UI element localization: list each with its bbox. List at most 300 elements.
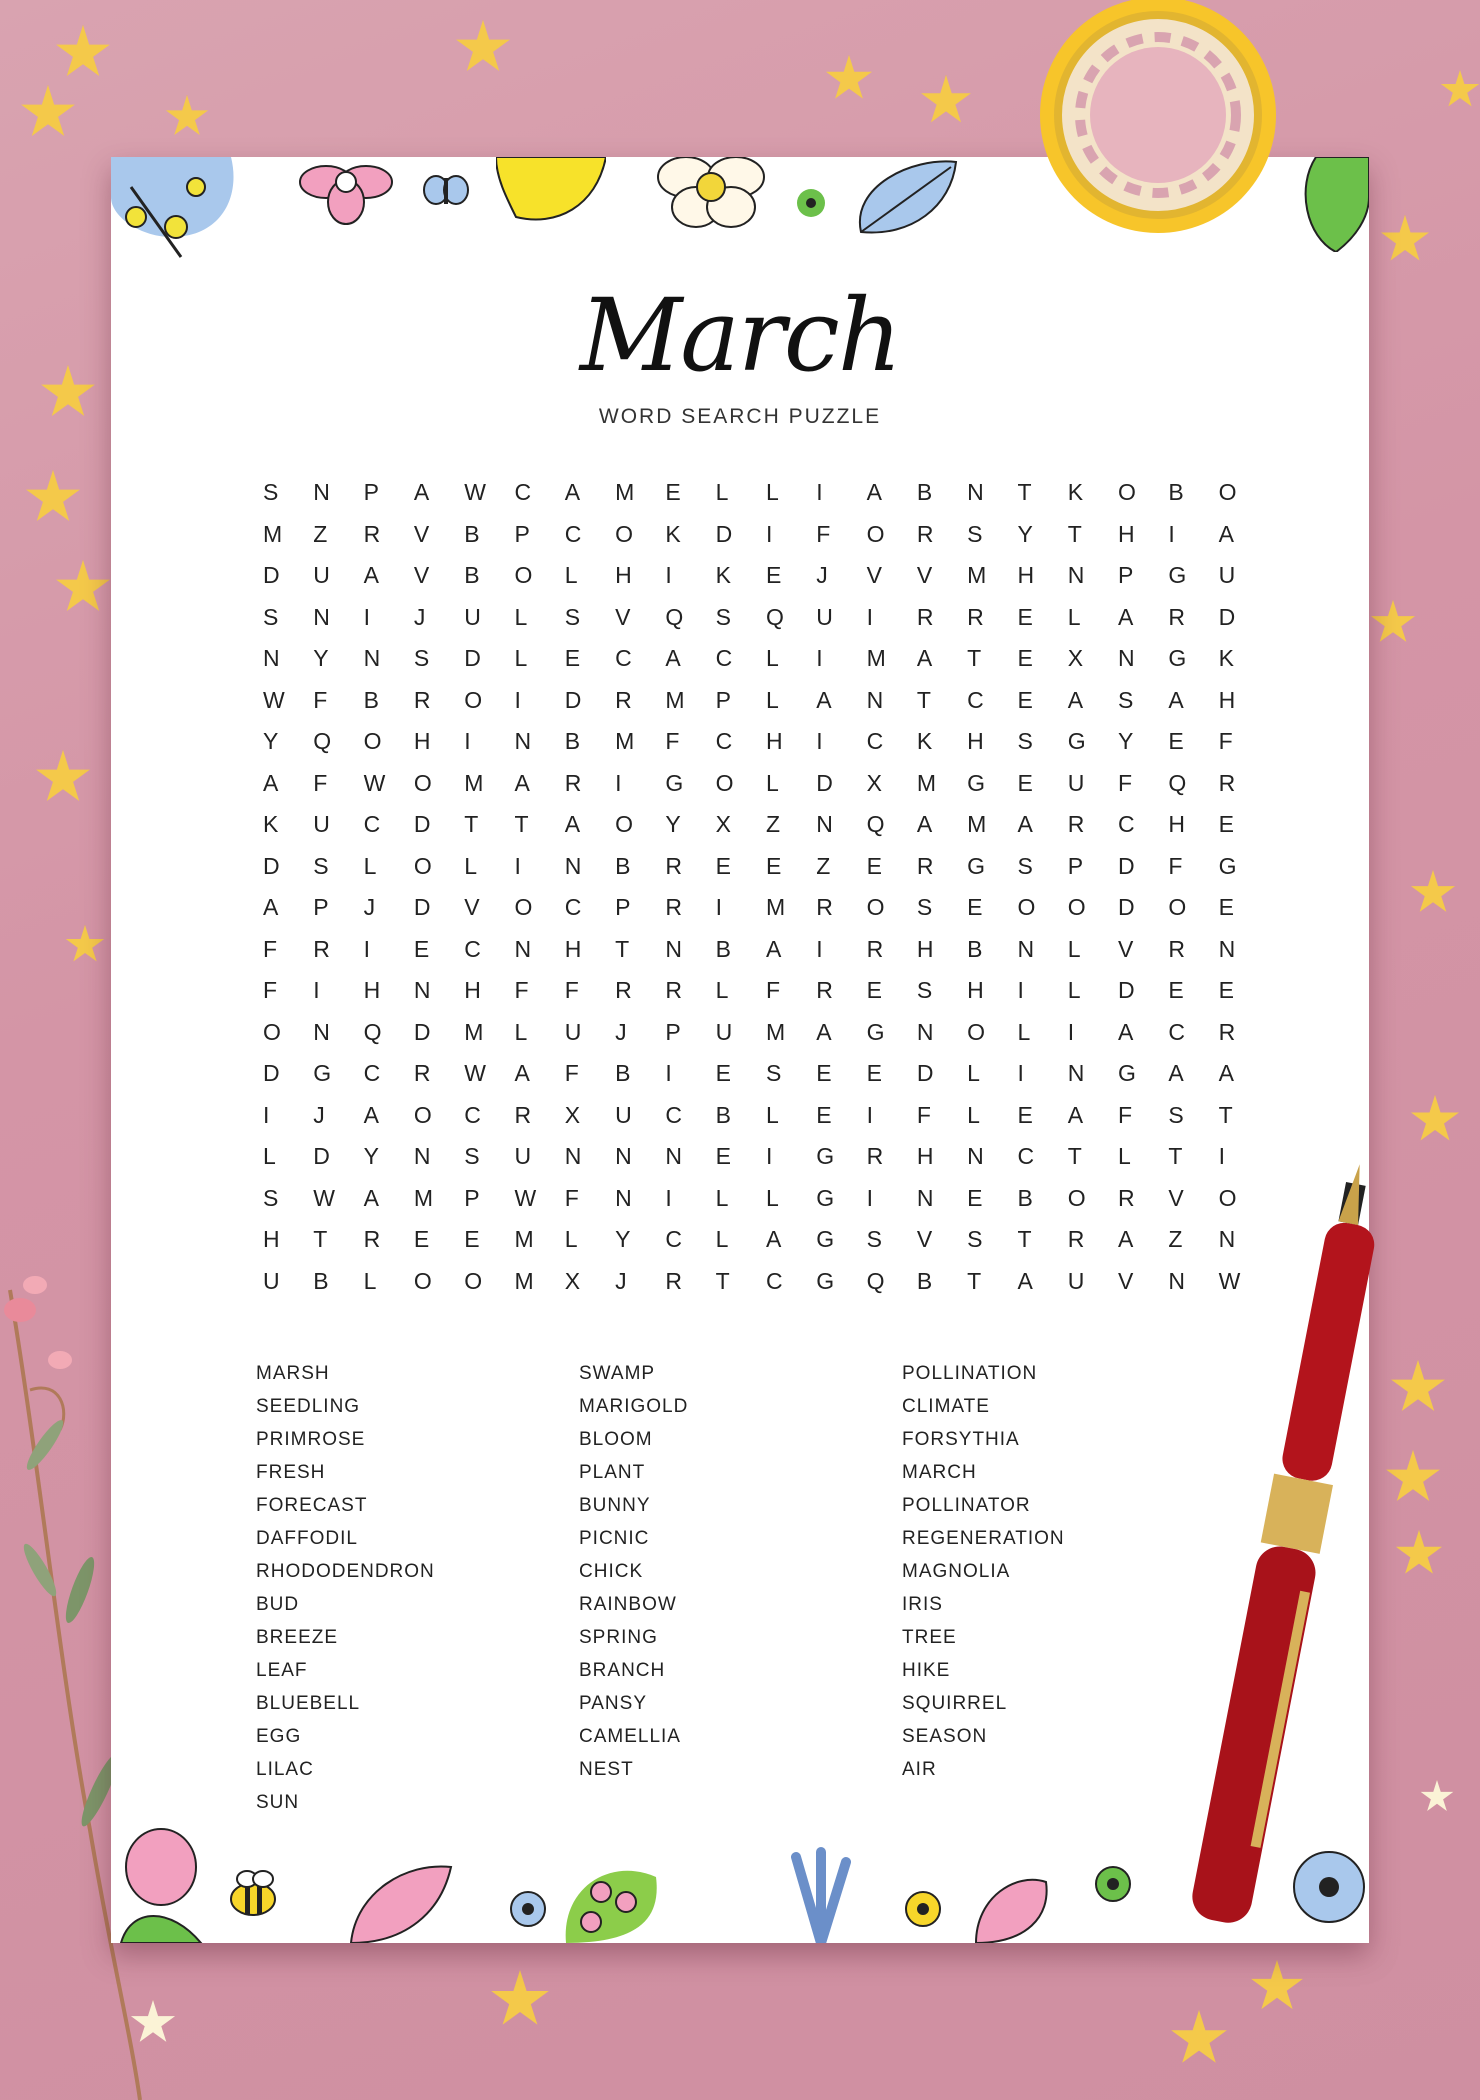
- grid-letter: R: [816, 977, 833, 1003]
- grid-letter: M: [514, 1226, 534, 1252]
- grid-letter: L: [765, 686, 779, 713]
- grid-letter: N: [816, 811, 833, 837]
- grid-letter: K: [715, 562, 732, 588]
- word-list-item: EGG: [256, 1726, 302, 1747]
- grid-letter: G: [866, 1018, 885, 1045]
- grid-letter: B: [967, 935, 983, 962]
- word-list-item: IRIS: [902, 1594, 943, 1615]
- grid-letter: N: [564, 1143, 582, 1169]
- grid-letter: N: [967, 479, 984, 505]
- word-list-item: LEAF: [256, 1660, 308, 1681]
- grid-letter: U: [464, 603, 481, 630]
- grid-letter: S: [564, 603, 581, 630]
- grid-letter: O: [715, 769, 734, 796]
- grid-letter: I: [665, 1184, 672, 1211]
- grid-letter: A: [1118, 1018, 1134, 1045]
- grid-letter: T: [615, 935, 630, 962]
- grid-letter: N: [564, 852, 582, 879]
- grid-letter: N: [413, 1143, 431, 1169]
- grid-letter: E: [464, 1226, 480, 1252]
- grid-letter: S: [1118, 686, 1134, 713]
- grid-letter: C: [665, 1101, 682, 1128]
- grid-letter: D: [1118, 852, 1135, 879]
- grid-letter: P: [1067, 852, 1084, 879]
- grid-letter: O: [615, 520, 633, 547]
- grid-letter: W: [514, 1184, 537, 1211]
- grid-letter: O: [615, 811, 633, 837]
- star-icon: [65, 925, 105, 965]
- grid-letter: G: [967, 852, 986, 879]
- grid-letter: V: [413, 562, 430, 588]
- grid-letter: M: [665, 686, 685, 713]
- grid-letter: Y: [313, 645, 329, 671]
- star-icon: [490, 1970, 550, 2030]
- grid-letter: R: [615, 977, 632, 1003]
- grid-letter: D: [715, 520, 733, 547]
- flower-icon: [901, 1887, 945, 1931]
- grid-letter: G: [816, 1184, 835, 1211]
- grid-letter: F: [313, 686, 328, 713]
- grid-letter: A: [413, 479, 430, 505]
- grid-letter: A: [363, 562, 379, 588]
- word-list-item: SUN: [256, 1792, 300, 1813]
- grid-letter: T: [1017, 479, 1032, 505]
- grid-letter: H: [564, 935, 582, 962]
- grid-letter: P: [1118, 562, 1134, 588]
- grid-letter: B: [615, 1060, 631, 1086]
- star-icon: [1420, 1780, 1454, 1814]
- grid-letter: D: [816, 769, 833, 796]
- grid-letter: H: [363, 977, 381, 1003]
- flower-icon: [793, 185, 829, 221]
- grid-letter: L: [263, 1143, 276, 1169]
- grid-letter: B: [464, 562, 480, 588]
- word-list-item: AIR: [902, 1759, 937, 1780]
- grid-letter: X: [866, 769, 882, 796]
- grid-letter: A: [765, 935, 782, 962]
- grid-letter: Q: [363, 1018, 382, 1045]
- grid-letter: X: [1067, 645, 1084, 671]
- grid-letter: I: [363, 935, 370, 962]
- word-list-item: FORSYTHIA: [902, 1429, 1020, 1450]
- word-list-item: BLOOM: [579, 1429, 653, 1450]
- grid-letter: R: [866, 1143, 884, 1169]
- grid-letter: E: [816, 1101, 832, 1128]
- grid-letter: N: [1118, 645, 1135, 671]
- grid-letter: B: [916, 1267, 933, 1294]
- star-icon: [55, 25, 111, 81]
- grid-letter: E: [1017, 603, 1033, 630]
- word-list-item: SEASON: [902, 1726, 988, 1747]
- grid-letter: F: [765, 977, 781, 1003]
- word-list-item: BLUEBELL: [256, 1693, 361, 1714]
- grid-letter: P: [615, 894, 631, 920]
- grid-letter: A: [1118, 1226, 1134, 1252]
- grid-letter: Q: [665, 603, 684, 630]
- grid-letter: D: [1218, 603, 1236, 630]
- star-icon: [1440, 70, 1480, 110]
- grid-letter: A: [564, 811, 581, 837]
- grid-letter: G: [816, 1267, 835, 1294]
- grid-letter: U: [564, 1018, 582, 1045]
- star-icon: [825, 55, 873, 103]
- grid-letter: E: [1168, 728, 1184, 754]
- grid-letter: P: [464, 1184, 480, 1211]
- grid-letter: U: [263, 1267, 280, 1294]
- grid-letter: Y: [615, 1226, 631, 1252]
- grid-letter: O: [866, 520, 885, 547]
- grid-letter: R: [1118, 1184, 1135, 1211]
- grid-letter: Y: [1118, 728, 1134, 754]
- grid-letter: M: [464, 769, 484, 796]
- star-icon: [1250, 1960, 1304, 2014]
- grid-letter: I: [313, 977, 320, 1003]
- grid-letter: S: [916, 894, 933, 920]
- grid-letter: A: [514, 1060, 530, 1086]
- grid-letter: E: [967, 894, 983, 920]
- grid-letter: O: [1118, 479, 1136, 505]
- grid-letter: N: [916, 1184, 934, 1211]
- grid-letter: F: [916, 1101, 931, 1128]
- grid-letter: E: [816, 1060, 832, 1086]
- grid-letter: N: [615, 1184, 632, 1211]
- word-list-item: SEEDLING: [256, 1396, 361, 1417]
- word-list-item: CAMELLIA: [579, 1726, 681, 1747]
- grid-letter: O: [866, 894, 885, 920]
- word-list-item: RAINBOW: [579, 1594, 677, 1615]
- grid-letter: O: [464, 686, 483, 713]
- grid-letter: Z: [313, 520, 328, 547]
- grid-letter: N: [363, 645, 381, 671]
- word-list-item: POLLINATION: [902, 1363, 1038, 1384]
- grid-letter: R: [615, 686, 632, 713]
- grid-letter: R: [916, 852, 934, 879]
- grid-letter: O: [1017, 894, 1036, 920]
- grid-letter: M: [615, 728, 635, 754]
- grid-letter: I: [866, 1101, 873, 1128]
- grid-letter: C: [363, 811, 381, 837]
- grid-letter: E: [1168, 977, 1184, 1003]
- grid-letter: U: [715, 1018, 733, 1045]
- grid-letter: D: [564, 686, 582, 713]
- grid-letter: C: [967, 686, 984, 713]
- grid-letter: A: [866, 479, 882, 505]
- grid-letter: C: [866, 728, 884, 754]
- flower-icon: [651, 157, 771, 232]
- grid-letter: A: [564, 479, 581, 505]
- grid-letter: D: [413, 894, 431, 920]
- grid-letter: U: [1067, 769, 1085, 796]
- grid-letter: P: [514, 520, 530, 547]
- word-column: [579, 1357, 902, 1819]
- grid-letter: O: [1067, 894, 1086, 920]
- grid-letter: U: [313, 811, 330, 837]
- word-list-item: BUNNY: [579, 1495, 651, 1516]
- grid-letter: N: [514, 728, 532, 754]
- grid-letter: X: [564, 1101, 581, 1128]
- grid-letter: X: [715, 811, 732, 837]
- grid-letter: S: [263, 603, 279, 630]
- grid-letter: R: [665, 977, 682, 1003]
- flower-icon: [506, 1887, 550, 1931]
- word-list-item: CLIMATE: [902, 1396, 990, 1417]
- grid-letter: O: [1067, 1184, 1086, 1211]
- word-list-item: DAFFODIL: [256, 1528, 358, 1549]
- star-icon: [55, 560, 111, 616]
- grid-letter: F: [564, 1060, 579, 1086]
- grid-letter: C: [514, 479, 532, 505]
- grid-letter: T: [967, 645, 982, 671]
- grid-letter: H: [916, 935, 934, 962]
- grid-letter: C: [464, 1101, 481, 1128]
- grid-letter: L: [715, 1226, 729, 1252]
- word-list-item: MARIGOLD: [579, 1396, 689, 1417]
- grid-letter: S: [967, 1226, 983, 1252]
- grid-letter: C: [1118, 811, 1135, 837]
- grid-letter: R: [363, 1226, 381, 1252]
- grid-letter: O: [514, 894, 533, 920]
- grid-letter: M: [916, 769, 937, 796]
- grid-letter: F: [313, 769, 328, 796]
- grid-letter: T: [715, 1267, 730, 1294]
- grid-letter: B: [715, 1101, 732, 1128]
- grid-letter: B: [564, 728, 581, 754]
- grid-letter: S: [313, 852, 329, 879]
- word-list-item: SQUIRREL: [902, 1693, 1008, 1714]
- grid-letter: L: [514, 1018, 528, 1045]
- star-icon: [1410, 1095, 1460, 1145]
- grid-letter: L: [564, 562, 578, 588]
- grid-letter: N: [916, 1018, 934, 1045]
- grid-letter: J: [313, 1101, 325, 1128]
- grid-letter: H: [263, 1226, 280, 1252]
- grid-letter: N: [413, 977, 431, 1003]
- grid-letter: H: [1218, 686, 1236, 713]
- grid-letter: P: [363, 479, 379, 505]
- grid-letter: G: [1168, 562, 1187, 588]
- grid-letter: D: [263, 1060, 280, 1086]
- grid-letter: E: [715, 852, 732, 879]
- star-icon: [1370, 600, 1416, 646]
- grid-letter: C: [564, 520, 582, 547]
- pen-icon: [1180, 1160, 1420, 1940]
- grid-letter: O: [1168, 894, 1187, 920]
- grid-letter: C: [464, 935, 481, 962]
- grid-letter: E: [866, 977, 882, 1003]
- word-list: [256, 1357, 1256, 1819]
- grid-letter: L: [765, 645, 779, 671]
- grid-letter: B: [1168, 479, 1184, 505]
- grid-letter: I: [816, 935, 823, 962]
- grid-letter: L: [564, 1226, 578, 1252]
- bee-icon: [221, 1867, 286, 1922]
- grid-letter: C: [1017, 1143, 1035, 1169]
- grid-letter: V: [916, 1226, 933, 1252]
- grid-letter: N: [1218, 1226, 1236, 1252]
- grid-letter: E: [715, 1060, 732, 1086]
- grid-letter: W: [263, 686, 285, 713]
- grid-letter: R: [413, 686, 431, 713]
- grid-letter: N: [1067, 562, 1085, 588]
- grid-letter: N: [263, 645, 280, 671]
- grid-letter: Y: [665, 811, 681, 837]
- grid-letter: R: [1218, 1018, 1236, 1045]
- letter-grid: [261, 472, 1261, 1302]
- grid-letter: E: [1218, 811, 1234, 837]
- grid-letter: I: [1168, 520, 1175, 547]
- grid-letter: R: [1067, 1226, 1085, 1252]
- grid-letter: L: [514, 603, 528, 630]
- grid-letter: I: [816, 645, 823, 671]
- grid-letter: D: [464, 645, 481, 671]
- grid-letter: B: [464, 520, 480, 547]
- grid-letter: T: [1067, 1143, 1082, 1169]
- grid-letter: B: [313, 1267, 329, 1294]
- grid-letter: G: [665, 769, 684, 796]
- grid-letter: F: [1118, 769, 1133, 796]
- grid-letter: L: [967, 1101, 980, 1128]
- grid-letter: W: [313, 1184, 336, 1211]
- grid-letter: I: [665, 1060, 672, 1086]
- grid-letter: C: [665, 1226, 682, 1252]
- grid-letter: Y: [263, 728, 279, 754]
- grid-letter: I: [816, 479, 823, 505]
- grid-letter: A: [1168, 1060, 1184, 1086]
- grid-letter: W: [1218, 1267, 1241, 1294]
- grid-letter: J: [816, 562, 828, 588]
- grid-letter: E: [967, 1184, 983, 1211]
- grid-letter: I: [765, 520, 773, 547]
- grid-letter: A: [363, 1184, 379, 1211]
- grid-letter: A: [263, 769, 279, 796]
- grid-letter: F: [263, 977, 278, 1003]
- word-list-item: PICNIC: [579, 1528, 650, 1549]
- grid-letter: A: [1067, 1101, 1084, 1128]
- grid-letter: S: [715, 603, 732, 630]
- word-list-item: BREEZE: [256, 1627, 339, 1648]
- grid-letter: W: [363, 769, 386, 796]
- word-list-item: MAGNOLIA: [902, 1561, 1011, 1582]
- grid-letter: K: [1067, 479, 1084, 505]
- grid-letter: M: [263, 520, 283, 547]
- grid-letter: E: [1218, 894, 1234, 920]
- star-icon: [20, 85, 76, 141]
- grid-letter: V: [916, 562, 933, 588]
- grid-letter: D: [313, 1143, 330, 1169]
- grid-letter: E: [765, 562, 782, 588]
- word-list-item: SPRING: [579, 1627, 658, 1648]
- grid-letter: H: [916, 1143, 934, 1169]
- grid-letter: M: [765, 1018, 786, 1045]
- word-list-item: MARSH: [256, 1363, 330, 1384]
- grid-letter: R: [665, 1267, 682, 1294]
- grid-letter: L: [1067, 935, 1081, 962]
- grid-letter: Z: [1168, 1226, 1183, 1252]
- grid-letter: L: [1067, 977, 1081, 1003]
- grid-letter: F: [1118, 1101, 1133, 1128]
- grid-letter: J: [363, 894, 376, 920]
- grid-letter: I: [464, 728, 471, 754]
- grid-letter: P: [313, 894, 329, 920]
- grid-letter: M: [866, 645, 886, 671]
- grid-letter: E: [1017, 769, 1033, 796]
- grid-letter: N: [1168, 1267, 1185, 1294]
- grid-letter: L: [363, 1267, 377, 1294]
- grid-letter: C: [564, 894, 582, 920]
- grid-letter: H: [967, 728, 984, 754]
- grid-letter: T: [313, 1226, 328, 1252]
- grid-letter: E: [1017, 1101, 1033, 1128]
- grid-letter: I: [615, 769, 622, 796]
- grid-letter: H: [967, 977, 984, 1003]
- grid-letter: S: [967, 520, 983, 547]
- grid-letter: I: [1067, 1018, 1075, 1045]
- grid-letter: B: [363, 686, 379, 713]
- grid-letter: Z: [816, 852, 831, 879]
- grid-letter: G: [1218, 852, 1237, 879]
- grid-letter: V: [866, 562, 882, 588]
- grid-letter: L: [715, 977, 729, 1003]
- word-column: [256, 1357, 579, 1819]
- grid-letter: E: [866, 1060, 882, 1086]
- grid-letter: E: [1017, 686, 1033, 713]
- grid-letter: L: [1017, 1018, 1031, 1045]
- grid-letter: G: [816, 1143, 835, 1169]
- grid-letter: T: [1218, 1101, 1233, 1128]
- grid-letter: M: [967, 811, 987, 837]
- grid-letter: S: [413, 645, 430, 671]
- grid-letter: Q: [866, 811, 885, 837]
- grid-letter: L: [715, 1184, 729, 1211]
- grid-letter: L: [464, 852, 477, 879]
- word-list-item: FRESH: [256, 1462, 326, 1483]
- grid-letter: U: [1067, 1267, 1085, 1294]
- grid-letter: L: [765, 479, 779, 505]
- flower-icon: [1091, 1862, 1135, 1906]
- grid-letter: D: [263, 852, 280, 879]
- grid-letter: F: [1168, 852, 1183, 879]
- grid-letter: R: [1168, 935, 1185, 962]
- grid-letter: S: [765, 1060, 782, 1086]
- grid-letter: N: [1017, 935, 1035, 962]
- butterfly-icon: [421, 172, 471, 212]
- grid-letter: L: [967, 1060, 980, 1086]
- grid-letter: A: [816, 1018, 832, 1045]
- leaf-icon: [346, 1862, 456, 1943]
- leaf-icon: [971, 1872, 1051, 1943]
- grid-letter: R: [363, 520, 381, 547]
- grid-letter: E: [413, 1226, 430, 1252]
- grid-letter: L: [765, 1101, 779, 1128]
- grid-letter: H: [464, 977, 481, 1003]
- grid-letter: I: [1218, 1143, 1226, 1169]
- grid-letter: E: [665, 479, 681, 505]
- grid-letter: R: [1067, 811, 1085, 837]
- grid-letter: E: [765, 852, 782, 879]
- star-icon: [1170, 2010, 1228, 2068]
- grid-letter: J: [413, 603, 426, 630]
- star-icon: [165, 95, 209, 139]
- word-list-item: FORECAST: [256, 1495, 368, 1516]
- grid-letter: A: [1017, 1267, 1033, 1294]
- word-list-item: HIKE: [902, 1660, 951, 1681]
- grid-letter: D: [1118, 894, 1135, 920]
- grid-letter: E: [715, 1143, 732, 1169]
- word-list-item: LILAC: [256, 1759, 314, 1780]
- flower-icon: [296, 157, 396, 227]
- leaf-icon: [851, 157, 961, 237]
- grid-letter: R: [665, 852, 682, 879]
